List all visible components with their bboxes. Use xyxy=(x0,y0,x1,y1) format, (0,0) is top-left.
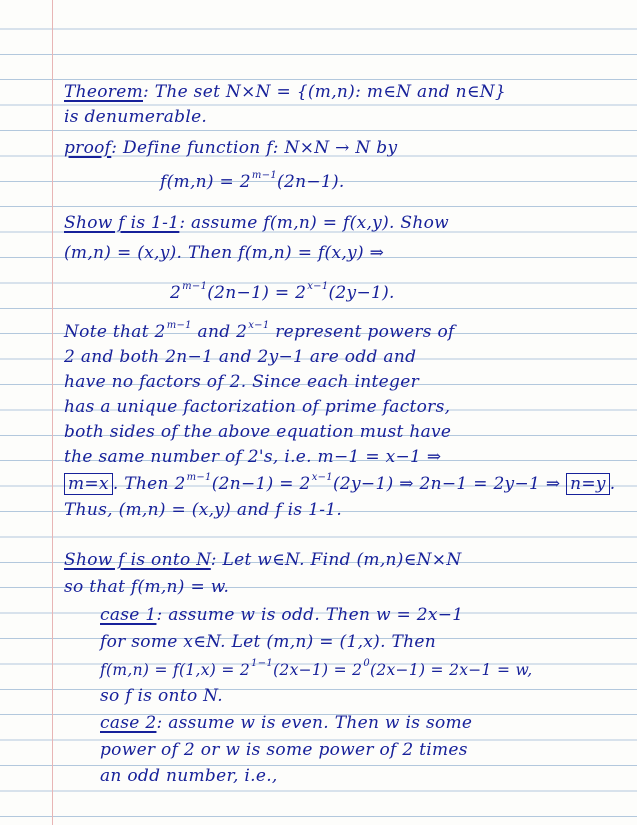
case-1-exponent-2: 0 xyxy=(363,658,370,669)
proof-label: proof xyxy=(64,138,112,158)
note-text-6: the same number of 2's, i.e. m−1 = x−1 ⇒ xyxy=(64,447,442,467)
note-line-1 xyxy=(64,322,455,345)
note-7-exponent-1: m−1 xyxy=(186,472,212,483)
def-lhs: f(m,n) = 2 xyxy=(160,172,251,192)
case-1-line-2 xyxy=(100,632,436,652)
case-1-text-1: : assume w is odd. Then w = 2x−1 xyxy=(156,605,464,625)
case-2-text-1: : assume w is even. Then w is some xyxy=(156,713,473,733)
boxed-n-equals-y: n=y xyxy=(566,473,610,495)
note-line-2 xyxy=(64,347,416,367)
onto-text-1: : Let w∈N. Find (m,n)∈N×N xyxy=(210,550,462,570)
case-2-text-2: power of 2 or w is some power of 2 times xyxy=(100,740,468,760)
theorem-line-2 xyxy=(64,107,207,127)
case-1-line-1 xyxy=(100,605,463,625)
case-2-line-2 xyxy=(100,740,468,760)
case-1-3c: (2x−1) = 2x−1 = w, xyxy=(369,661,533,679)
note-text-2: 2 and both 2n−1 and 2y−1 are odd and xyxy=(64,347,417,367)
note-text-4: has a unique factorization of prime factors, xyxy=(64,397,451,417)
note-7-end: . xyxy=(609,474,616,494)
theorem-text-2: is denumerable. xyxy=(64,107,208,127)
theorem-line-1 xyxy=(64,82,506,102)
injective-line-2 xyxy=(64,243,384,263)
case-1-text-2: for some x∈N. Let (m,n) = (1,x). Then xyxy=(100,632,437,652)
note-line-4 xyxy=(64,397,450,417)
onto-label: Show f is onto N xyxy=(64,550,211,570)
note-line-8 xyxy=(64,500,342,520)
case-2-label: case 2 xyxy=(100,713,157,733)
injective-label: Show f is 1-1 xyxy=(64,213,180,233)
note-1a: Note that 2 xyxy=(64,322,166,342)
injective-line-1 xyxy=(64,213,449,233)
note-7a: . Then 2 xyxy=(112,474,186,494)
note-7-exponent-2: x−1 xyxy=(311,472,333,483)
note-exponent-2: x−1 xyxy=(248,320,270,331)
note-7b: (2n−1) = 2 xyxy=(211,474,311,494)
injective-text-2: (m,n) = (x,y). Then f(m,n) = f(x,y) ⇒ xyxy=(64,243,385,263)
note-line-5 xyxy=(64,422,451,442)
note-line-6 xyxy=(64,447,441,467)
onto-line-1 xyxy=(64,550,462,570)
theorem-text-1: : The set N×N = {(m,n): m∈N and n∈N} xyxy=(143,82,507,102)
onto-line-2 xyxy=(64,577,229,597)
case-1-line-4 xyxy=(100,686,223,706)
def-exponent: m−1 xyxy=(251,170,278,181)
case-1-text-4: so f is onto N. xyxy=(100,686,223,706)
onto-text-2: so that f(m,n) = w. xyxy=(64,577,230,597)
eq-a-exponent: m−1 xyxy=(182,281,208,292)
case-1-3b: (2x−1) = 2 xyxy=(273,661,363,679)
note-text-8: Thus, (m,n) = (x,y) and f is 1-1. xyxy=(64,500,343,520)
case-1-line-3 xyxy=(100,660,532,683)
note-line-3 xyxy=(64,372,419,392)
note-exponent-1: m−1 xyxy=(166,320,192,331)
theorem-label: Theorem xyxy=(64,82,143,102)
boxed-m-equals-x: m=x xyxy=(64,473,113,495)
note-text-3: have no factors of 2. Since each integer xyxy=(64,372,419,392)
note-7c: (2y−1) ⇒ 2n−1 = 2y−1 ⇒ xyxy=(332,474,561,494)
eq-c: (2y−1). xyxy=(328,283,395,303)
function-definition xyxy=(160,172,345,195)
case-2-line-1 xyxy=(100,713,472,733)
case-1-exponent-1: 1−1 xyxy=(251,658,274,669)
injective-text-1: : assume f(m,n) = f(x,y). Show xyxy=(179,213,449,233)
eq-b-exponent: x−1 xyxy=(307,281,329,292)
eq-b: (2n−1) = 2 xyxy=(207,283,307,303)
def-rhs: (2n−1). xyxy=(277,172,345,192)
case-2-text-3: an odd number, i.e., xyxy=(100,766,278,786)
note-line-7 xyxy=(64,474,616,497)
proof-line xyxy=(64,138,397,158)
margin-line xyxy=(52,0,53,825)
case-2-line-3 xyxy=(100,766,278,786)
note-text-5: both sides of the above equation must have xyxy=(64,422,452,442)
note-1c: represent powers of xyxy=(269,322,455,342)
case-1-label: case 1 xyxy=(100,605,157,625)
eq-a: 2 xyxy=(170,283,182,303)
note-1b: and 2 xyxy=(191,322,248,342)
case-1-3a: f(m,n) = f(1,x) = 2 xyxy=(100,661,251,679)
injective-equation xyxy=(170,283,395,306)
proof-text: : Define function f: N×N → N by xyxy=(111,138,398,158)
